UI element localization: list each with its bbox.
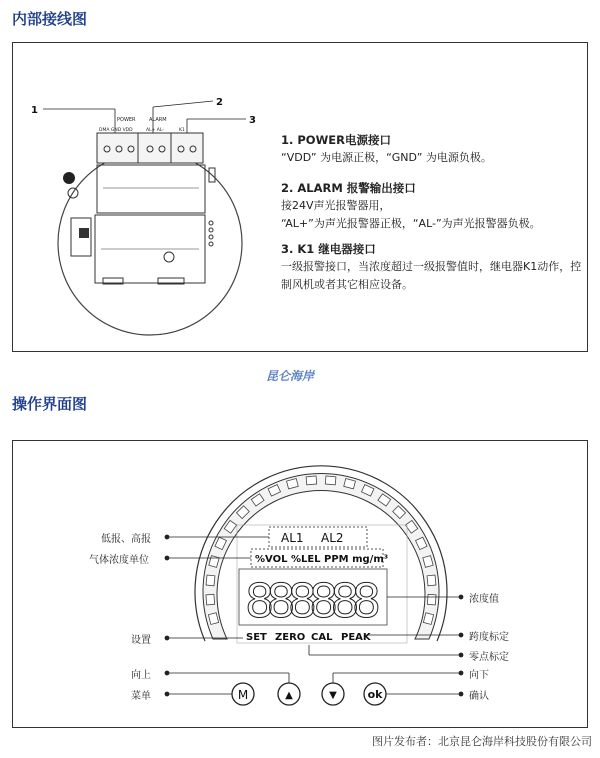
al2-indicator: AL2	[321, 531, 344, 545]
callout-2: 2	[216, 97, 223, 108]
arc-bar-segment	[427, 594, 436, 605]
ui-panel	[12, 440, 588, 728]
label-down: 向下	[469, 670, 489, 681]
label-menu: 菜单	[131, 691, 151, 702]
display-diagram	[13, 441, 587, 727]
label-up: 向上	[131, 670, 151, 681]
wiring-item-1	[281, 131, 581, 167]
arc-bar-segment	[325, 476, 336, 485]
image-publisher-credit: 图片发布者：北京昆仑海岸科技股份有限公司	[372, 735, 592, 748]
callout-3: 3	[249, 115, 256, 126]
wiring-section-title: 内部接线图	[12, 10, 88, 28]
arc-bar-segment	[206, 594, 215, 605]
alarm-board-label: ALARM	[149, 117, 167, 123]
ok-button[interactable]	[364, 683, 386, 705]
label-span-cal: 跨度标定	[469, 632, 509, 643]
menu-button[interactable]	[232, 683, 254, 705]
wiring-item-line: “AL+”为声光报警器正极，“AL-”为声光报警器负极。	[281, 217, 541, 230]
up-button[interactable]	[278, 683, 300, 705]
up-arrow-icon: ▲	[285, 690, 293, 701]
mode-zero: ZERO	[275, 632, 306, 643]
label-zero-cal: 零点标定	[469, 652, 509, 663]
k1-terminal-label: K1	[179, 128, 185, 133]
wiring-item-heading: 3. K1 继电器接口	[281, 242, 376, 256]
arc-bar-segment	[427, 575, 436, 586]
terminal-label: DMA GND VDD	[99, 128, 133, 133]
ok-button-label: ok	[367, 688, 383, 701]
label-concentration: 浓度值	[469, 594, 499, 605]
al1-indicator: AL1	[281, 531, 304, 545]
wiring-item-heading: 1. POWER电源接口	[281, 133, 391, 147]
wiring-item-line: 接24V声光报警器用，	[281, 199, 391, 212]
mode-peak: PEAK	[341, 632, 371, 643]
label-alarm-levels: 低报、高报	[101, 534, 151, 545]
wiring-item-2	[281, 179, 581, 233]
al-terminal-label: AL+ AL-	[146, 128, 164, 133]
arc-bar-segment	[306, 476, 317, 485]
unit-indicator: %VOL %LEL PPM mg/m³	[255, 554, 389, 565]
wiring-item-line: 一级报警接口，当浓度超过一级报警值时，继电器K1动作，控	[281, 260, 582, 273]
down-arrow-icon: ▼	[329, 690, 337, 701]
down-button[interactable]	[322, 683, 344, 705]
mode-cal: CAL	[311, 632, 333, 643]
concentration-digits: 888888	[245, 574, 381, 628]
wiring-item-heading: 2. ALARM 报警输出接口	[281, 181, 416, 195]
menu-button-label: M	[237, 688, 249, 702]
wiring-item-line: “VDD” 为电源正极，“GND” 为电源负极。	[281, 151, 492, 164]
brand-watermark: 昆仑海岸	[266, 369, 315, 383]
wiring-panel	[12, 42, 588, 352]
wiring-item-3	[281, 240, 583, 294]
label-settings: 设置	[131, 635, 151, 646]
arc-bar-segment	[206, 575, 215, 586]
callout-1: 1	[31, 105, 38, 116]
label-gas-unit: 气体浓度单位	[89, 555, 149, 566]
power-board-label: POWER	[117, 117, 136, 123]
ui-section-title: 操作界面图	[12, 395, 88, 413]
label-confirm: 确认	[469, 691, 489, 702]
mode-set: SET	[246, 632, 267, 643]
wiring-item-line: 制风机或者其它相应设备。	[281, 278, 413, 291]
